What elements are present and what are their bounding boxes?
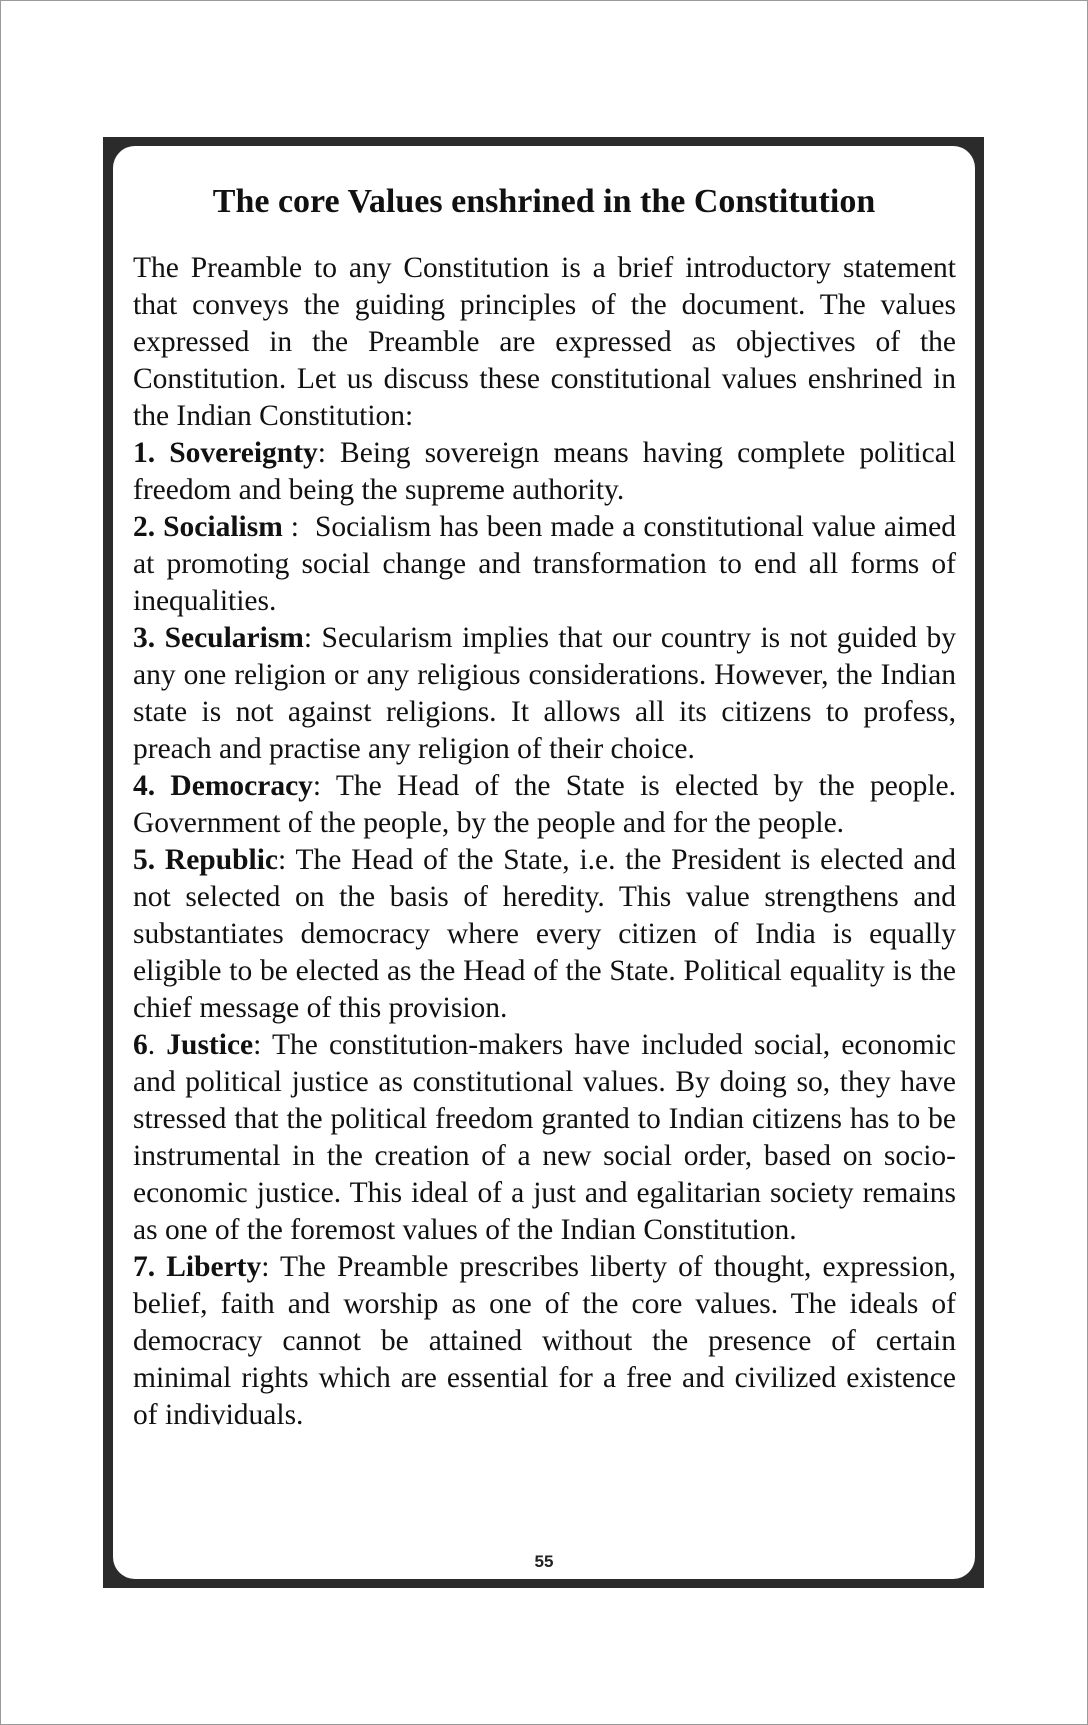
page-number: 55 (534, 1552, 554, 1571)
value-item-sovereignty (133, 435, 956, 509)
value-heading: 2. Socialism (133, 511, 283, 543)
value-heading: 3. Secularism (133, 622, 304, 654)
value-text: Being sovereign means having complete political freedom and being the supreme authority. (133, 437, 956, 506)
value-heading: 1. Sovereignty (133, 437, 318, 469)
value-separator: : (303, 622, 322, 654)
value-heading: 7. Liberty (133, 1251, 262, 1283)
value-text: The Head of the State, i.e. the President is elected and not selected on the basis of heredity. This value strengthens and substantiates democracy where every citizen of India is equally eligible to be elected as the Head of the State. Political equality is the chief message of this provision. (133, 844, 957, 1024)
value-heading: Justice (166, 1029, 254, 1061)
value-item-justice: 6. Justice: The constitution-makers have included social, economic and political justice as constitutional values. By doing so, they have stressed that the political freedom granted to Indian citizens has to be instrumental in the creation of a new social order, based on socio-economic justice. This ideal of a just and egalitarian society remains as one of the foremost values of the Indian Constitution. (133, 1029, 957, 1246)
value-item-secularism (133, 620, 956, 768)
value-text: The constitution-makers have included social, economic and political justice as constitutional values. By doing so, they have stressed that the political freedom granted to Indian citizens has to be instrumental in the creation of a new social order, based on socio-economic justice. This ideal of a just and egalitarian society remains as one of the foremost values of the Indian Constitution. (133, 1029, 957, 1246)
value-separator: : (253, 1029, 272, 1061)
value-heading: 5. Republic (133, 844, 279, 876)
value-item-liberty (133, 1249, 956, 1434)
value-heading: 4. Democracy (133, 770, 313, 802)
value-text: Secularism implies that our country is not guided by any one religion or any religious considerations. However, the Indian state is not against religions. It allows all its citizens to profess, preach and practise any religion of their choice. (133, 622, 956, 765)
page-title: The core Values enshrined in the Constitution (212, 183, 876, 220)
value-item-republic (133, 842, 956, 1027)
value-item-socialism (133, 509, 956, 620)
value-item-democracy (133, 768, 956, 842)
value-separator: : (312, 770, 336, 802)
value-separator: : (261, 1251, 280, 1283)
value-separator: : (282, 511, 316, 543)
value-text: The Preamble prescribes liberty of thought, expression, belief, faith and worship as one of the core values. The ideals of democracy cannot be attained without the presence of certain minimal rights which are essential for a free and civilized existence of individuals. (133, 1251, 956, 1431)
body-text (133, 250, 956, 1434)
value-separator: : (317, 437, 341, 469)
intro-paragraph: The Preamble to any Constitution is a brief introductory statement that conveys the guiding principles of the document. The values expressed in the Preamble are expressed as objectives of the Constitution. Let us discuss these constitutional values enshrined in the Indian Constitution: (133, 252, 956, 432)
value-separator: : (278, 844, 296, 876)
value-text: Socialism has been made a constitutional value aimed at promoting social change and transformation to end all forms of inequalities. (133, 511, 956, 617)
value-text: The Head of the State is elected by the people. Government of the people, by the people and for the people. (133, 770, 956, 839)
value-heading-number: 6 (133, 1029, 148, 1061)
